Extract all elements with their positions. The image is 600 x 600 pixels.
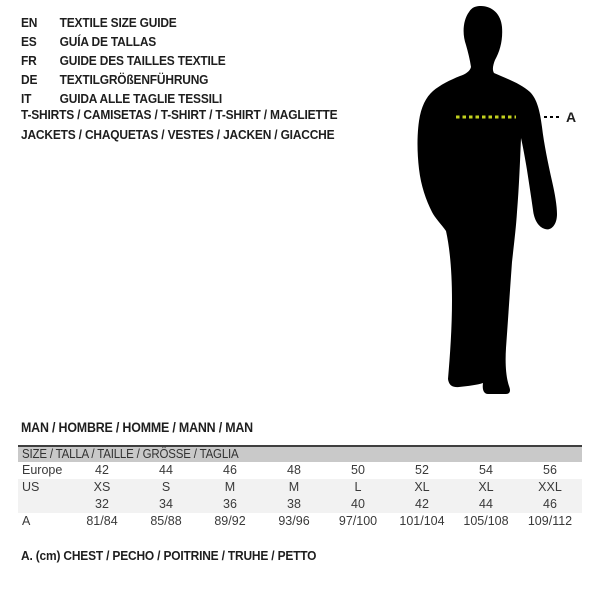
- section-title-man: MAN / HOMBRE / HOMME / MANN / MAN: [21, 420, 253, 435]
- size-cell: XS: [93, 480, 111, 494]
- row-label: A: [22, 514, 31, 528]
- size-cell: 109/112: [527, 514, 573, 528]
- measure-label-a: A: [566, 109, 577, 125]
- language-code: DE: [21, 72, 38, 87]
- table-row-chest-cm: [18, 513, 582, 530]
- language-label: TEXTILGRÖßENFÜHRUNG: [59, 72, 209, 87]
- size-cell: 50: [351, 463, 365, 477]
- language-row: [21, 51, 226, 70]
- size-cell: XXL: [538, 480, 562, 494]
- language-code: ES: [21, 34, 37, 49]
- language-code: EN: [21, 15, 38, 30]
- language-code: IT: [21, 91, 32, 106]
- size-table-header: [18, 447, 582, 462]
- size-cell: 42: [415, 497, 429, 511]
- language-label: TEXTILE SIZE GUIDE: [59, 15, 177, 30]
- row-label: [18, 496, 70, 513]
- language-label: GUIDE DES TAILLES TEXTILE: [59, 53, 226, 68]
- language-row: [21, 32, 226, 51]
- size-cell: 56: [543, 463, 557, 477]
- man-silhouette-svg: [400, 0, 585, 400]
- size-cell: 32: [95, 497, 109, 511]
- size-cell: M: [224, 480, 236, 494]
- language-label: GUIDA ALLE TAGLIE TESSILI: [59, 91, 223, 106]
- size-cell: XL: [478, 480, 494, 494]
- size-cell: 105/108: [463, 514, 509, 528]
- size-cell: 34: [159, 497, 173, 511]
- language-row: [21, 13, 226, 32]
- size-cell: 42: [95, 463, 109, 477]
- size-cell: 38: [287, 497, 301, 511]
- language-list: [21, 13, 243, 108]
- size-cell: 40: [351, 497, 365, 511]
- table-row-us-numeric: [18, 496, 582, 513]
- man-silhouette: [418, 6, 558, 394]
- size-cell: 52: [415, 463, 429, 477]
- size-cell: 93/96: [278, 514, 310, 528]
- measurement-footnote: A. (cm) CHEST / PECHO / POITRINE / TRUHE / PETTO: [21, 548, 317, 563]
- table-row-europe: [18, 462, 582, 479]
- language-label: GUÍA DE TALLAS: [59, 34, 157, 49]
- size-cell: 46: [543, 497, 557, 511]
- size-cell: M: [288, 480, 300, 494]
- size-table: [18, 445, 582, 530]
- category-line-jackets: JACKETS / CHAQUETAS / VESTES / JACKEN / GIACCHE: [21, 126, 335, 142]
- language-code: FR: [21, 53, 37, 68]
- language-row: [21, 70, 226, 89]
- size-cell: 48: [287, 463, 301, 477]
- category-line-tshirts: T-SHIRTS / CAMISETAS / T-SHIRT / T-SHIRT / MAGLIETTE: [21, 107, 338, 122]
- size-cell: 54: [479, 463, 493, 477]
- row-label: Europe: [22, 463, 63, 477]
- size-cell: S: [161, 480, 171, 494]
- size-cell: 46: [223, 463, 237, 477]
- size-cell: 85/88: [150, 514, 182, 528]
- garment-categories: [21, 105, 365, 144]
- man-silhouette-figure: [400, 0, 585, 400]
- size-table-header-label: SIZE / TALLA / TAILLE / GRÖSSE / TAGLIA: [22, 447, 239, 461]
- size-cell: 97/100: [338, 514, 378, 528]
- size-cell: 44: [159, 463, 173, 477]
- size-cell: 89/92: [214, 514, 246, 528]
- size-cell: XL: [414, 480, 430, 494]
- size-cell: L: [354, 480, 362, 494]
- size-cell: 44: [479, 497, 493, 511]
- table-row-us: [18, 479, 582, 496]
- size-cell: 81/84: [86, 514, 118, 528]
- size-cell: 36: [223, 497, 237, 511]
- size-cell: 101/104: [399, 514, 445, 528]
- row-label: US: [22, 480, 40, 494]
